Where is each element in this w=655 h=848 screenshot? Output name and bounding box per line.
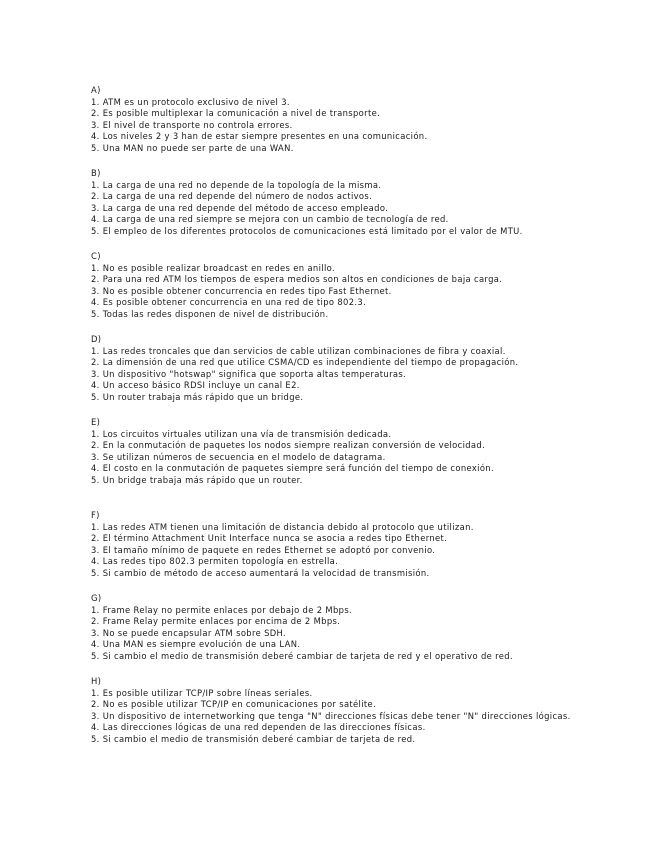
list-item: 5. Si cambio el medio de transmisión deberé cambiar de tarjeta de red y el operativo de red.	[91, 650, 513, 661]
list-item: 3. Un dispositivo de internetworking que tenga "N" direcciones físicas debe tener "N" direcciones lógicas.	[91, 710, 571, 721]
list-item: 2. La carga de una red depende del número de nodos activos.	[91, 191, 373, 201]
section-e	[91, 417, 631, 486]
list-item: 4. Es posible obtener concurrencia en una red de tipo 802.3.	[91, 297, 367, 307]
list-item: 1. Es posible utilizar TCP/IP sobre líneas seriales.	[91, 687, 313, 698]
list-item: 5. Si cambio el medio de transmisión deberé cambiar de tarjeta de red.	[91, 733, 416, 744]
list-item: 3. Se utilizan números de secuencia en el modelo de datagrama.	[91, 451, 386, 462]
question-document	[91, 85, 631, 759]
list-item: 1. Las redes troncales que dan servicios de cable utilizan combinaciones de fibra y coaxial.	[91, 345, 506, 356]
list-item: 1. No es posible realizar broadcast en redes en anillo.	[91, 262, 335, 273]
list-item: 4. Las redes tipo 802.3 permiten topología en estrella.	[91, 556, 339, 566]
list-item: 2. Para una red ATM los tiempos de espera medios son altos en condiciones de baja carga.	[91, 274, 503, 284]
section-h	[91, 676, 631, 745]
list-item: 2. En la conmutación de paquetes los nodos siempre realizan conversión de velocidad.	[91, 440, 486, 450]
list-item: 2. El término Attachment Unit Interface nunca se asocia a redes tipo Ethernet.	[91, 533, 448, 543]
list-item: 1. ATM es un protocolo exclusivo de nivel 3.	[91, 96, 290, 107]
section-label: F)	[91, 510, 100, 520]
list-item: 4. El costo en la conmutación de paquetes siempre será función del tiempo de conexión.	[91, 463, 494, 473]
list-item: 3. No es posible obtener concurrencia en redes tipo Fast Ethernet.	[91, 285, 392, 296]
list-item: 3. El tamaño mínimo de paquete en redes Ethernet se adoptó por convenio.	[91, 544, 436, 555]
section-f	[91, 510, 631, 579]
section-label: B)	[91, 168, 101, 178]
section-label: D)	[91, 334, 102, 344]
section-label: H)	[91, 676, 102, 686]
list-item: 4. Los niveles 2 y 3 han de estar siempre presentes en una comunicación.	[91, 131, 428, 141]
section-label: C)	[91, 251, 101, 261]
section-b	[91, 168, 631, 237]
list-item: 2. Frame Relay permite enlaces por encima de 2 Mbps.	[91, 616, 341, 626]
list-item: 4. La carga de una red siempre se mejora con un cambio de tecnología de red.	[91, 214, 449, 224]
list-item: 3. No se puede encapsular ATM sobre SDH.	[91, 627, 287, 638]
list-item: 2. La dimensión de una red que utilice CSMA/CD es independiente del tiempo de propagación.	[91, 357, 519, 367]
section-label: A)	[91, 85, 101, 95]
list-item: 5. Un bridge trabaja más rápido que un router.	[91, 474, 303, 485]
list-item: 5. El empleo de los diferentes protocolos de comunicaciones está limitado por el valor de MTU.	[91, 225, 523, 236]
list-item: 2. No es posible utilizar TCP/IP en comunicaciones por satélite.	[91, 699, 377, 709]
section-d	[91, 334, 631, 403]
list-item: 3. La carga de una red depende del método de acceso empleado.	[91, 202, 389, 213]
list-item: 2. Es posible multiplexar la comunicación a nivel de transporte.	[91, 108, 381, 118]
list-item: 4. Un acceso básico RDSI incluye un canal E2.	[91, 380, 300, 390]
list-item: 4. Las direcciones lógicas de una red dependen de las direcciones físicas.	[91, 722, 426, 732]
section-label: G)	[91, 593, 102, 603]
list-item: 1. Las redes ATM tienen una limitación de distancia debido al protocolo que utilizan.	[91, 521, 474, 532]
list-item: 1. Frame Relay no permite enlaces por debajo de 2 Mbps.	[91, 604, 353, 615]
section-label: E)	[91, 417, 101, 427]
list-item: 1. La carga de una red no depende de la topología de la misma.	[91, 179, 382, 190]
section-g	[91, 593, 631, 662]
list-item: 5. Si cambio de método de acceso aumentará la velocidad de transmisión.	[91, 567, 430, 578]
list-item: 5. Un router trabaja más rápido que un bridge.	[91, 391, 304, 402]
list-item: 3. Un dispositivo "hotswap" significa que soporta altas temperaturas.	[91, 368, 407, 379]
list-item: 4. Una MAN es siempre evolución de una LAN.	[91, 639, 301, 649]
list-item: 5. Una MAN no puede ser parte de una WAN.	[91, 142, 294, 153]
list-item: 3. El nivel de transporte no controla errores.	[91, 119, 293, 130]
list-item: 1. Los circuitos virtuales utilizan una vía de transmisión dedicada.	[91, 428, 392, 439]
section-a	[91, 85, 631, 154]
list-item: 5. Todas las redes disponen de nivel de distribución.	[91, 308, 329, 319]
section-c	[91, 251, 631, 320]
